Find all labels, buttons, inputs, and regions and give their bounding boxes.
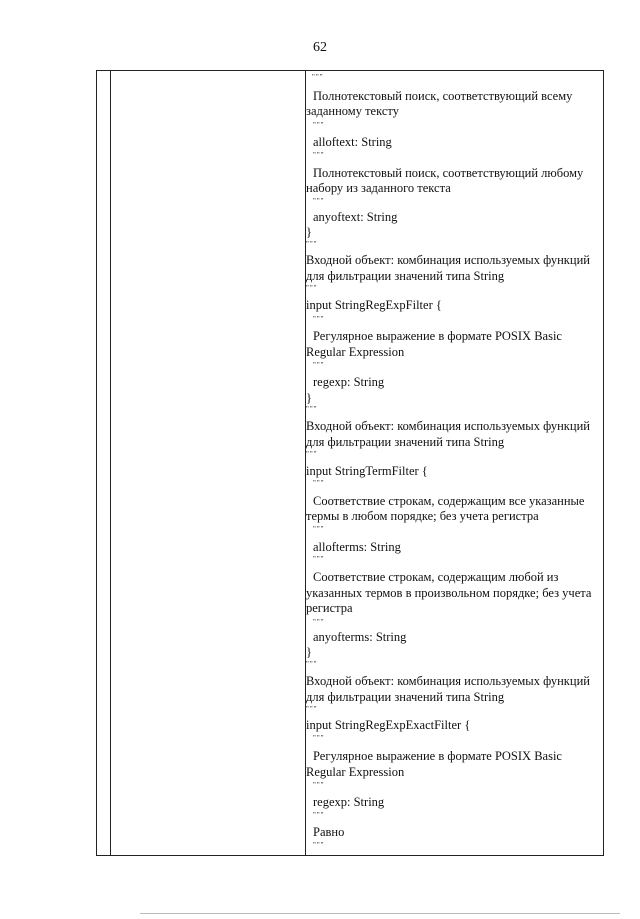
code-line: input StringRegExpExactFilter { — [306, 718, 471, 732]
docstring-quote-marker: """ — [313, 151, 325, 159]
code-line: alloftext: String — [313, 135, 392, 149]
code-line: regexp: String — [313, 375, 385, 389]
docstring-quote-marker: """ — [313, 618, 325, 626]
code-line: Regular Expression — [306, 345, 405, 359]
code-line: для фильтрации значений типа String — [306, 690, 505, 704]
code-line: Регулярное выражение в формате POSIX Basic — [313, 329, 562, 343]
code-line: заданному тексту — [306, 104, 399, 118]
code-line: термы в любом порядке; без учета регистра — [306, 509, 539, 523]
code-line: anyoftext: String — [313, 210, 398, 224]
code-line: Входной объект: комбинация используемых функций — [306, 253, 590, 267]
docstring-quote-marker: """ — [313, 197, 325, 205]
code-line: для фильтрации значений типа String — [306, 269, 505, 283]
docstring-quote-marker: """ — [313, 361, 325, 369]
code-line: anyofterms: String — [313, 630, 407, 644]
code-line: для фильтрации значений типа String — [306, 435, 505, 449]
docstring-quote-marker: """ — [306, 450, 318, 458]
docstring-quote-marker: """ — [312, 73, 324, 81]
docstring-quote-marker: """ — [313, 525, 325, 533]
code-line: указанных термов в произвольном порядке; без учета — [306, 586, 592, 600]
code-line: } — [306, 645, 312, 659]
code-line: regexp: String — [313, 795, 385, 809]
docstring-quote-marker: """ — [313, 479, 325, 487]
code-line: input StringRegExpFilter { — [306, 298, 442, 312]
docstring-quote-marker: """ — [306, 284, 318, 292]
docstring-quote-marker: """ — [313, 121, 325, 129]
code-line: Полнотекстовый поиск, соответствующий любому — [313, 166, 584, 180]
code-line: } — [306, 391, 312, 405]
code-line: } — [306, 225, 312, 239]
docstring-quote-marker: """ — [306, 240, 318, 248]
docstring-quote-marker: """ — [306, 660, 318, 668]
page-number: 62 — [313, 40, 327, 55]
code-listing-cell — [306, 70, 604, 856]
docstring-quote-marker: """ — [306, 405, 318, 413]
docstring-quote-marker: """ — [313, 315, 325, 323]
docstring-quote-marker: """ — [313, 841, 325, 849]
code-line: набору из заданного текста — [306, 181, 451, 195]
code-line: Соответствие строкам, содержащим все указанные — [313, 494, 585, 508]
docstring-quote-marker: """ — [306, 705, 318, 713]
code-line: Входной объект: комбинация используемых функций — [306, 419, 590, 433]
docstring-quote-marker: """ — [313, 781, 325, 789]
column-divider — [110, 70, 111, 856]
code-line: Regular Expression — [306, 765, 405, 779]
docstring-quote-marker: """ — [313, 811, 325, 819]
code-line: Входной объект: комбинация используемых функций — [306, 674, 590, 688]
code-line: input StringTermFilter { — [306, 464, 428, 478]
code-line: регистра — [306, 601, 353, 615]
code-line: Регулярное выражение в формате POSIX Basic — [313, 749, 562, 763]
code-line: Полнотекстовый поиск, соответствующий всему — [313, 89, 573, 103]
docstring-quote-marker: """ — [313, 555, 325, 563]
page-edge-line — [140, 913, 620, 914]
code-line: allofterms: String — [313, 540, 401, 554]
code-line: Равно — [313, 825, 345, 839]
docstring-quote-marker: """ — [313, 734, 325, 742]
code-line: Соответствие строкам, содержащим любой из — [313, 570, 559, 584]
